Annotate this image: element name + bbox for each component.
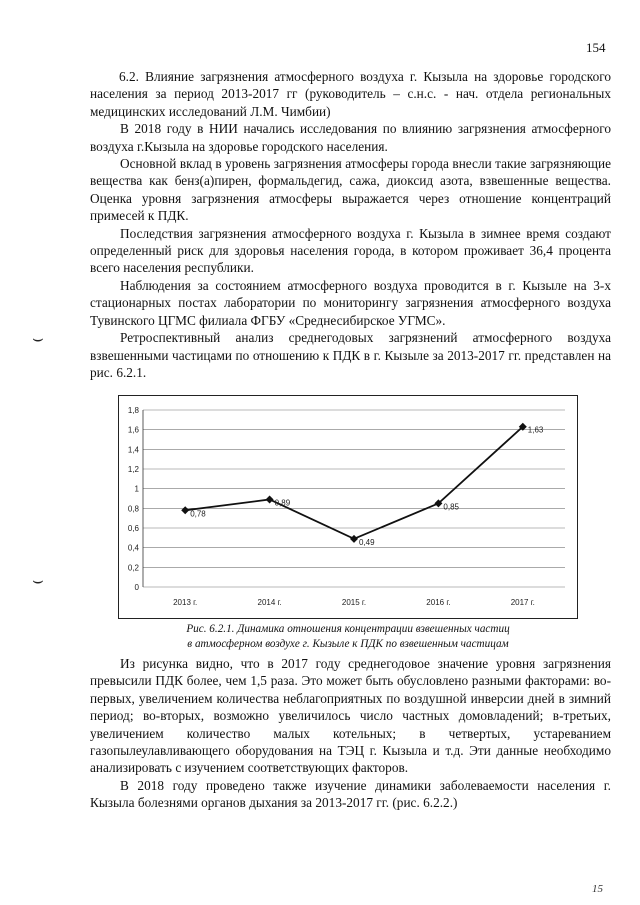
pollution-line-chart — [119, 396, 577, 618]
data-labels — [190, 426, 544, 547]
data-label: 0,78 — [190, 509, 206, 519]
section-heading-paragraph: 6.2. Влияние загрязнения атмосферного воздуха г. Кызыла на здоровье городского населения за период 2013-2017 гг (руководитель – с.н.с. - нач. отдела региональных медицинских исследований Л.М. Чимбии) — [90, 69, 611, 119]
body-paragraph: Из рисунка видно, что в 2017 году среднегодовое значение уровня загрязнения превысили ПДК более, чем 1,5 раза. Это может быть обусловлено разными факторами: во-первых, увеличением количества неблагоприятных по воздушной инверсии дней в зимний период; во-вторых, возможно увеличилось число частных домовладений; в-третьих, увеличением количество малых котельных; в четвертых, устареванием газопылеулавливающего оборудования на ТЭЦ г. Кызыла и т.д. Эти данные необходимо анализировать с изучением соответствующих факторов. — [90, 656, 611, 776]
data-points — [181, 423, 527, 543]
body-paragraph: В 2018 году проведено также изучение динамики заболеваемости населения г. Кызыла болезнями органов дыхания за 2013-2017 гг. (рис. 6.2.2.) — [90, 777, 611, 811]
body-paragraph: Последствия загрязнения атмосферного воздуха г. Кызыла в зимнее время создают определенный риск для здоровья населения города, в котором проживает 36,4 процента всего населения республики. — [90, 225, 611, 276]
data-label: 1,63 — [527, 425, 544, 435]
x-tick-label: 2013 г. — [173, 598, 198, 607]
y-tick-label: 0,2 — [127, 563, 139, 573]
y-tick-label: 1 — [134, 484, 139, 494]
x-tick-label: 2017 г. — [510, 598, 535, 607]
grid-lines — [143, 410, 565, 587]
body-paragraph: Основной вклад в уровень загрязнения атмосферы города внесли такие загрязняющие вещества как бенз(а)пирен, формальдегид, сажа, диоксид азота, взвешенные вещества. Оценка уровня загрязнения атмосферы выражается через отношение концентраций примесей к ПДК. — [90, 156, 611, 224]
margin-bracket-mark: ⌣ — [32, 570, 44, 591]
x-tick-label: 2014 г. — [257, 598, 282, 607]
y-tick-label: 0 — [134, 583, 139, 592]
data-label: 0,85 — [443, 502, 459, 512]
margin-bracket-mark: ⌣ — [32, 328, 44, 349]
data-label: 0,89 — [274, 498, 291, 508]
body-paragraph: В 2018 году в НИИ начались исследования по влиянию загрязнения атмосферного воздуха г.Кызыла на здоровье городского населения. — [90, 121, 611, 154]
y-tick-label: 1,2 — [127, 465, 139, 474]
page-number: 154 — [586, 40, 606, 55]
y-tick-label: 1,6 — [127, 425, 139, 435]
handwritten-page-mark: 15 — [592, 883, 603, 895]
chart-frame — [118, 395, 578, 619]
y-tick-label: 0,6 — [127, 524, 139, 533]
x-tick-label: 2015 г. — [341, 598, 367, 607]
y-tick-label: 0,4 — [127, 543, 139, 553]
body-paragraph: Наблюдения за состоянием атмосферного воздуха проводится в г. Кызыле на 3-х стационарных постах лаборатории по мониторингу загрязнения атмосферного воздуха Тувинского ЦГМС филиала ФГБУ «Среднесибирское УГМС». — [90, 277, 611, 328]
data-point-marker — [350, 535, 358, 543]
x-tick-label: 2016 г. — [426, 598, 451, 607]
caption-line-2: в атмосферном воздухе г. Кызыле к ПДК по взвешенным частицам — [187, 638, 509, 650]
data-point-marker — [181, 506, 189, 514]
x-axis-ticks — [173, 598, 535, 607]
data-label: 0,49 — [359, 537, 375, 547]
figure-caption — [118, 622, 578, 652]
series-line — [185, 427, 523, 539]
y-axis-ticks — [128, 406, 140, 592]
caption-line-1: Рис. 6.2.1. Динамика отношения концентрации взвешенных частиц — [186, 623, 510, 635]
y-tick-label: 0,8 — [127, 504, 139, 514]
data-point-marker — [266, 495, 274, 503]
intro-text — [90, 68, 611, 381]
y-tick-label: 1,8 — [127, 406, 139, 415]
body-paragraph: Ретроспективный анализ среднегодовых загрязнений атмосферного воздуха взвешенными частицами по отношению к ПДК в г. Кызыле за 2013-2017 гг. представлен на рис. 6.2.1. — [90, 330, 611, 380]
y-tick-label: 1,4 — [127, 445, 139, 455]
closing-text — [90, 655, 611, 812]
